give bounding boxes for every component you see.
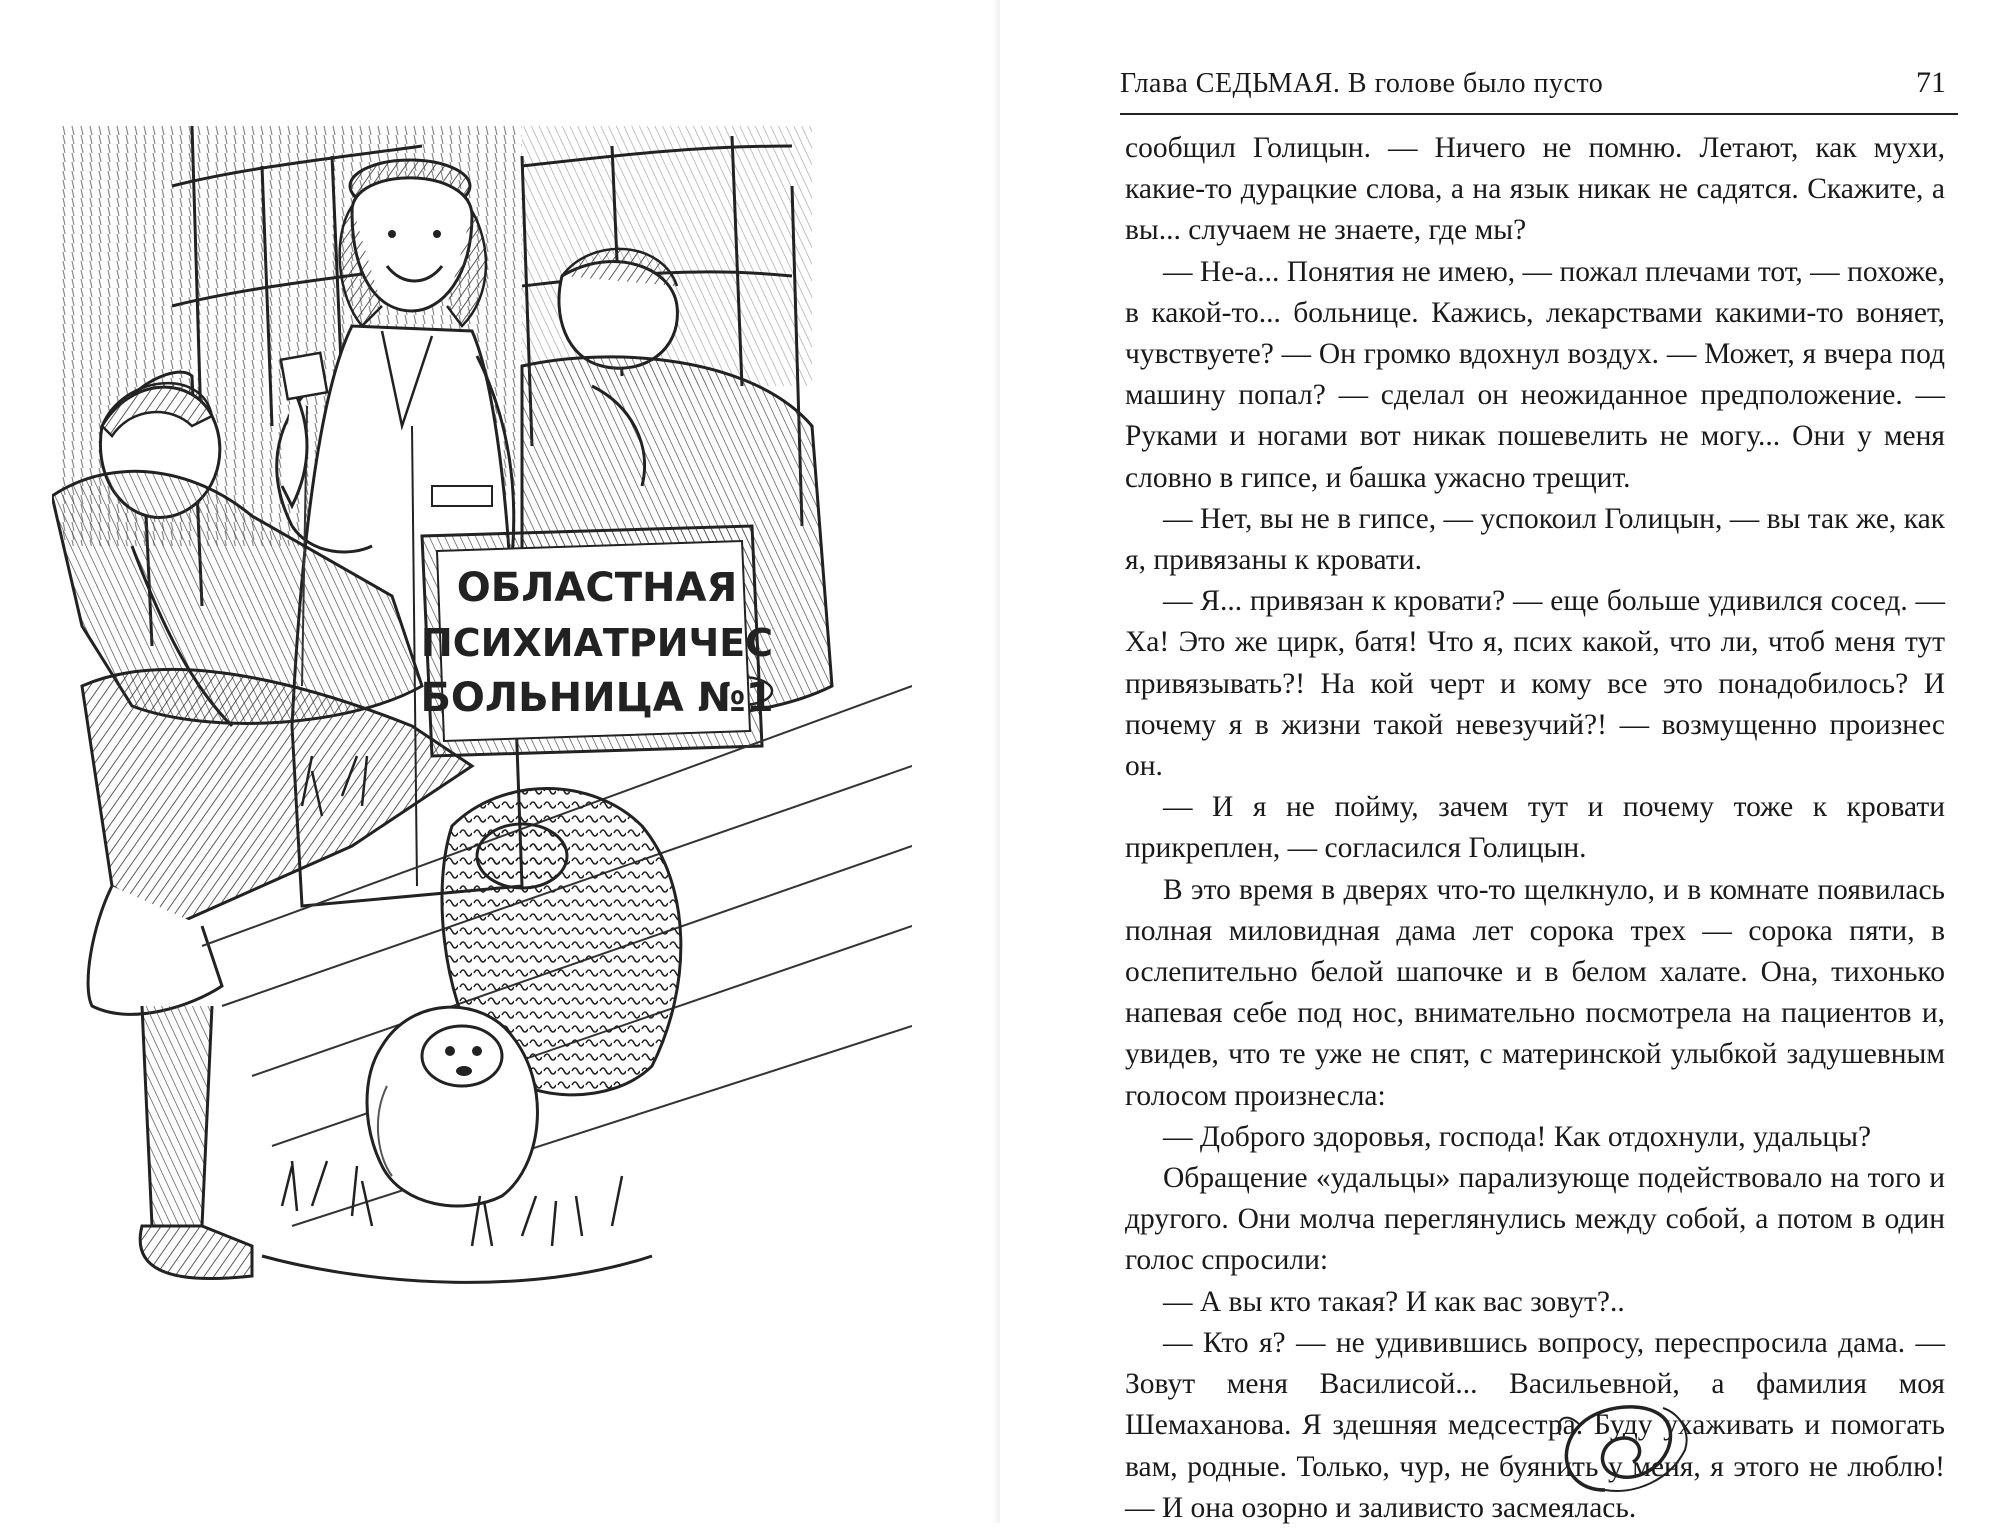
paragraph: — И я не пойму, зачем тут и почему тоже к кровати прикреплен, — согласился Голицын. [1125, 791, 1945, 865]
page-number: 71 [1916, 66, 1946, 99]
paragraph: В это время в дверях что-то щелкнуло, и в комнате появилась полная миловидная дама лет сорока трех — сорока пяти, в ослепительно белой шапочке и в белом халате. Она, тихонько напевая себе под нос, внимательно посмотрела на пациентов и, увидев, что те уже не спят, с материнской улыбкой задушевным голосом произнесла: [1125, 873, 1945, 1112]
paragraph: сообщил Голицын. — Ничего не помню. Летают, как мухи, какие-то дурацкие слова, а на язык никак не садятся. Скажите, а вы... случаем не знаете, где мы? [1125, 132, 1945, 247]
paragraph: — Не-а... Понятия не имею, — пожал плечами тот, — похоже, в какой-то... больнице. Кажись, лекарствами какими-то воняет, чувствуете? — Он громко вдохнул воздух. — Может, я вчера под машину попал? — сделал он неожиданное предположение. — Руками и ногами вот никак пошевелить не могу... Они у меня словно в гипсе, и башка ужасно трещит. [1125, 255, 1945, 494]
sign-line-3: БОЛЬНИЦА №1 [420, 675, 774, 721]
sign-line-2: ПСИХИАТРИЧЕС [420, 621, 774, 665]
running-header [1120, 66, 1956, 106]
left-page [0, 0, 1000, 1523]
header-rule [1120, 113, 1958, 115]
right-page [1000, 0, 2000, 1523]
paragraph: — Я... привязан к кровати? — еще больше удивился сосед. — Ха! Это же цирк, батя! Что я, псих какой, что ли, чтоб меня тут привязывать?! На кой черт и кому все это понадобилось? И почему я в жизни такой невезучий?! — возмущенно произнес он. [1125, 585, 1945, 783]
paragraph: — Доброго здоровья, господа! Как отдохнули, удальцы? [1163, 1120, 1872, 1153]
chapter-title: Глава СЕДЬМАЯ. В голове было пусто [1120, 68, 1604, 99]
paragraph: — Кто я? — не удивившись вопросу, переспросила дама. — Зовут меня Василисой... Васильевной, а фамилия моя Шемаханова. Я здешняя медсестра. Буду ухаживать и помогать вам, родные. Только, чур, не буянить у меня, я этого не люблю! — И она озорно и заливисто засмеялась. [1125, 1326, 1945, 1524]
body-text [1125, 128, 1945, 1529]
hospital-sign [420, 526, 773, 756]
illustration-drawing [52, 126, 912, 1358]
paragraph: Обращение «удальцы» парализующе подействовало на того и другого. Они молча переглянулись между собой, а потом в один голос спросили: [1125, 1162, 1945, 1277]
paragraph: — Нет, вы не в гипсе, — успокоил Голицын, — вы так же, как я, привязаны к кровати. [1125, 502, 1945, 577]
sign-line-1: ОБЛАСТНАЯ [456, 565, 738, 611]
paragraph: — А вы кто такая? И как вас зовут?.. [1163, 1285, 1625, 1318]
hospital-illustration [52, 126, 912, 1358]
end-ornament-icon [1545, 1390, 1695, 1500]
